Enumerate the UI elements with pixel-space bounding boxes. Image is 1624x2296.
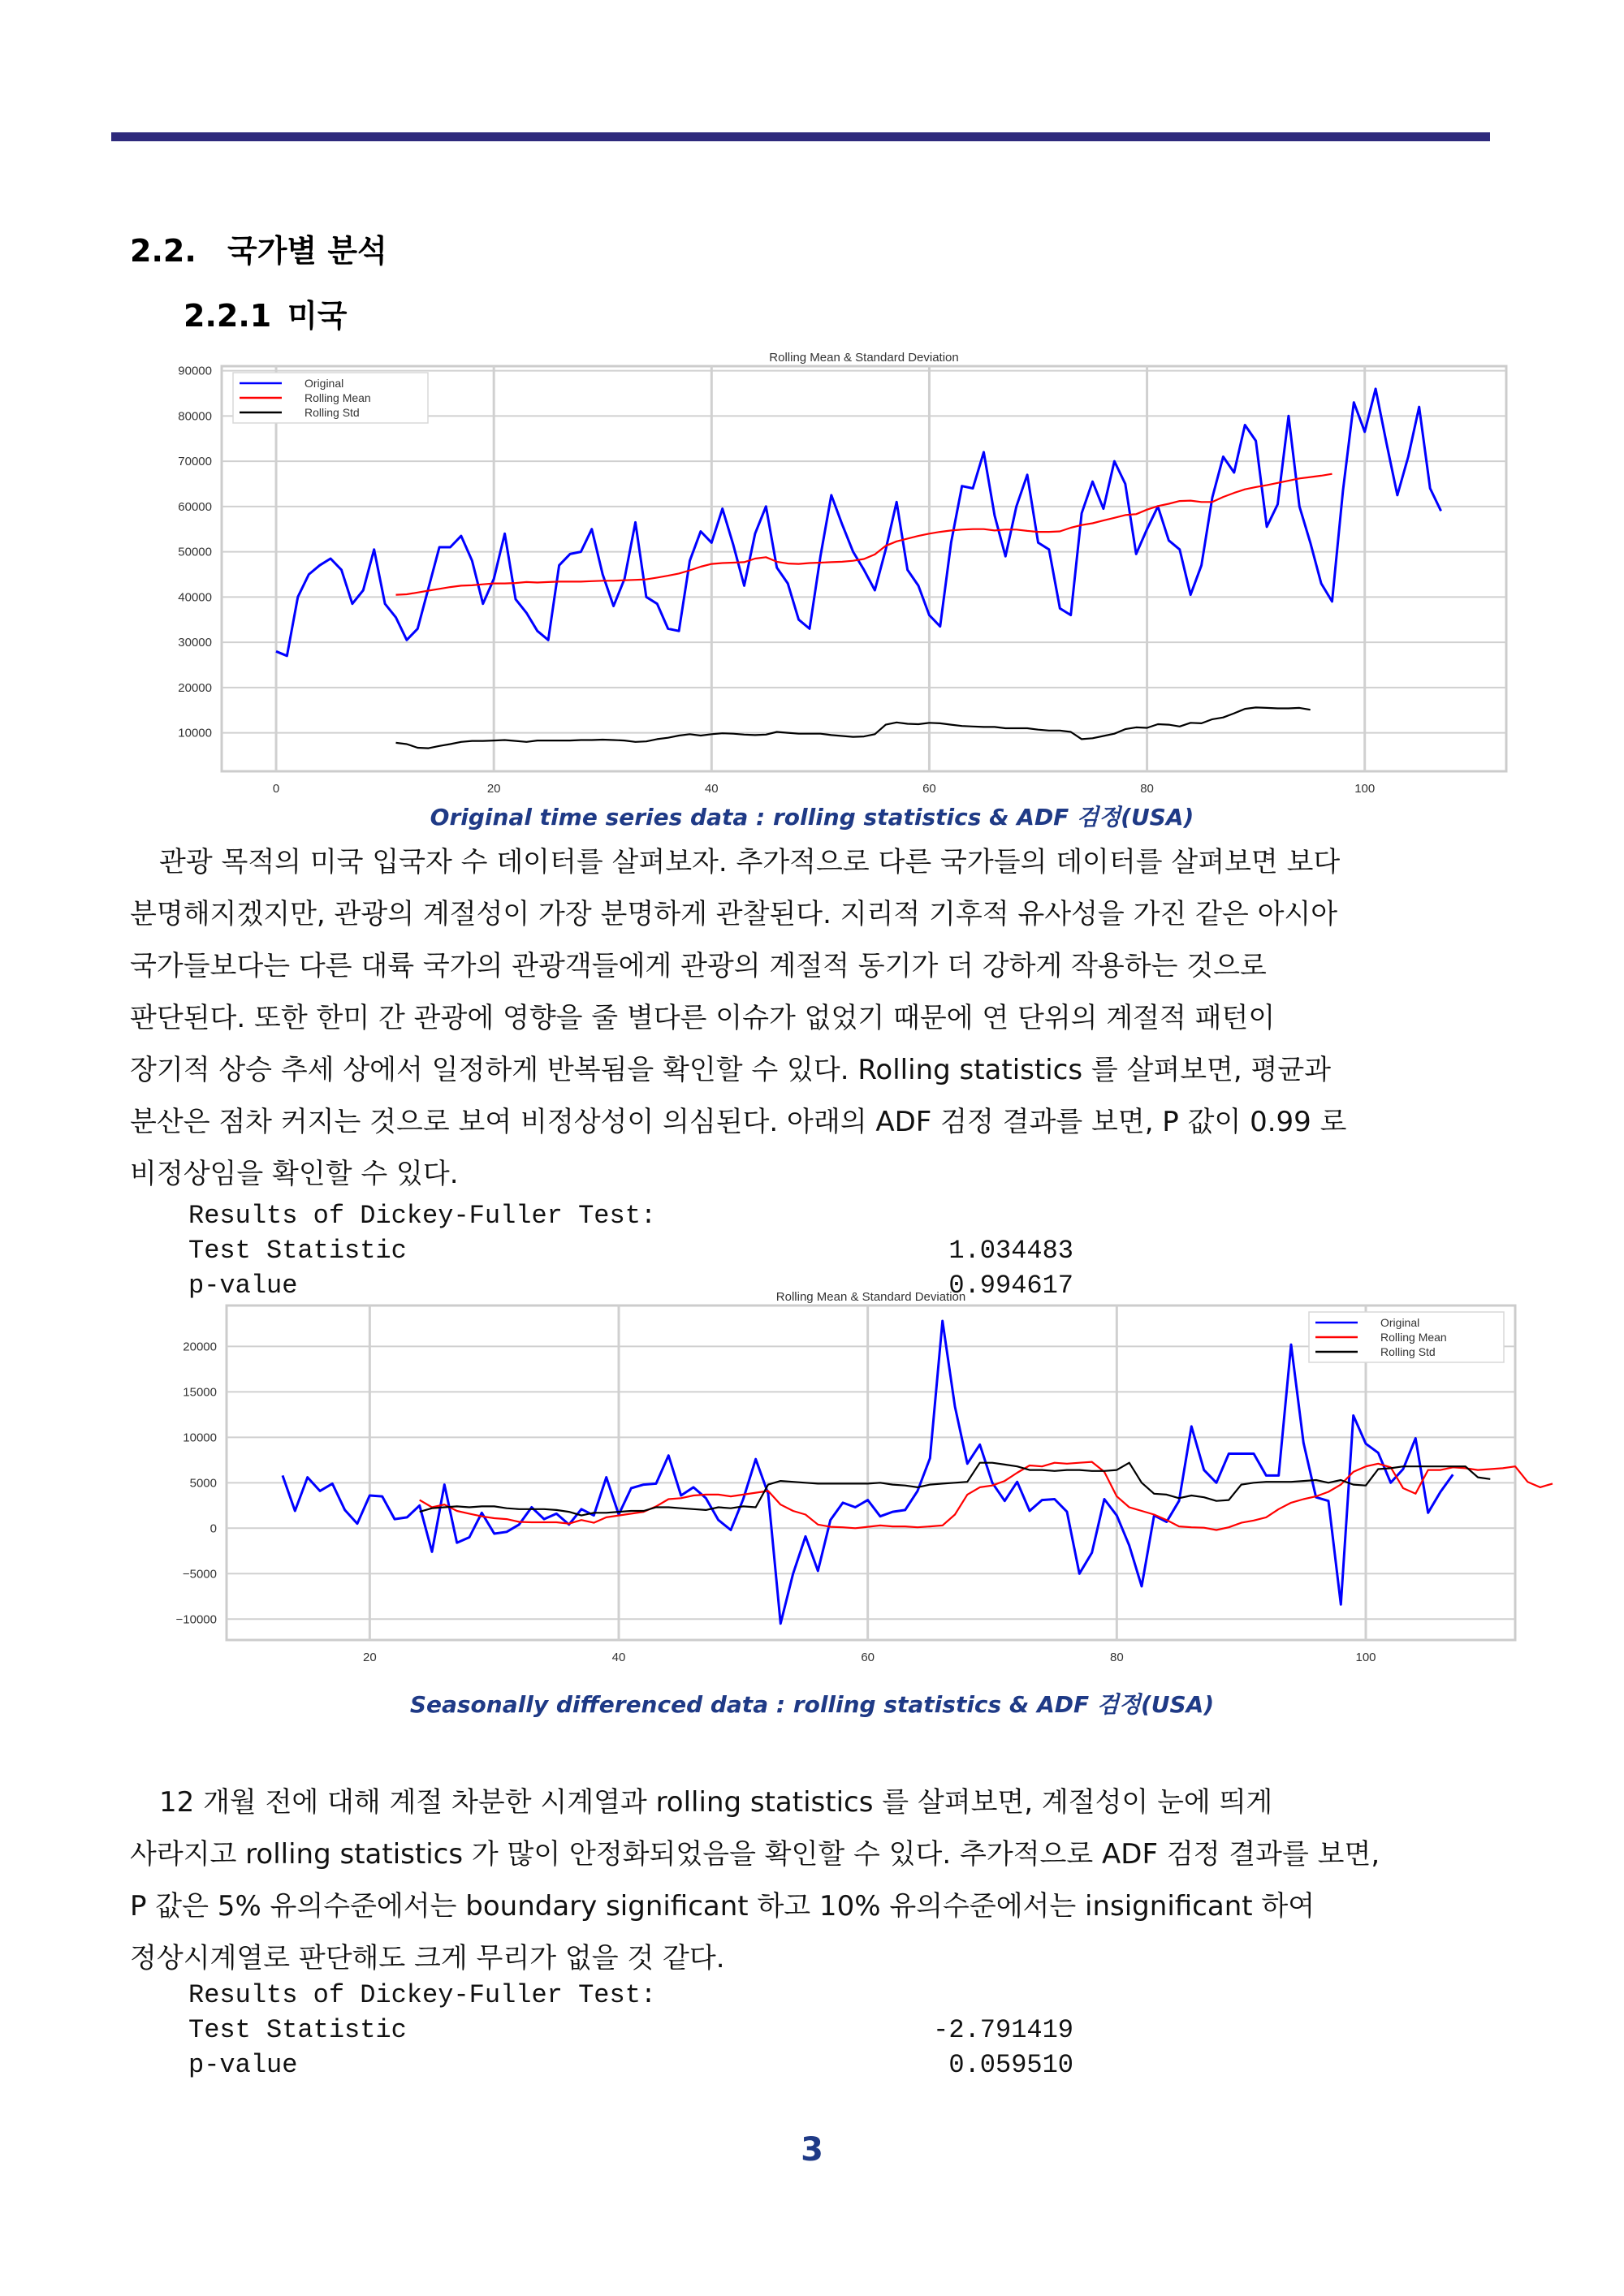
paragraph2-line: 사라지고 rolling statistics 가 많이 안정화되었음을 확인할 수 있다. 추가적으로 ADF 검정 결과를 보면,: [130, 1838, 1380, 1871]
x-tick-label: 0: [272, 782, 280, 796]
y-tick-label: 30000: [178, 636, 212, 650]
y-tick-label: 80000: [178, 409, 212, 424]
y-tick-label: 90000: [178, 364, 212, 378]
y-tick-label: 60000: [178, 499, 212, 514]
legend-label: Rolling Std: [304, 406, 360, 419]
paragraph1-line: 판단된다. 또한 한미 간 관광에 영향을 줄 별다른 이슈가 없었기 때문에 연 단위의 계절적 패턴이: [130, 1002, 1276, 1034]
figure2-caption: Seasonally differenced data : rolling statistics & ADF 검정(USA): [409, 1691, 1215, 1718]
y-tick-label: 10000: [178, 726, 212, 740]
adf-row-test-statistic: [188, 2013, 1073, 2048]
section-heading: [130, 226, 387, 270]
paragraph2-line: 12 개월 전에 대해 계절 차분한 시계열과 rolling statistics 를 살펴보면, 계절성이 눈에 띄게: [159, 1786, 1273, 1819]
x-tick-label: 40: [704, 782, 719, 796]
adf-label: Test Statistic: [188, 1236, 407, 1266]
legend-label: Rolling Std: [1380, 1345, 1436, 1358]
y-tick-label: −10000: [175, 1612, 217, 1627]
adf-label: p-value: [188, 2050, 298, 2080]
adf-row-test-statistic: [188, 1233, 1073, 1268]
paragraph1: [130, 836, 1527, 1200]
paragraph2-line: 정상시계열로 판단해도 크게 무리가 없을 것 같다.: [130, 1942, 725, 1974]
y-tick-label: −5000: [182, 1567, 217, 1582]
original-series-chart: [122, 345, 1518, 796]
x-tick-label: 60: [922, 782, 936, 796]
y-tick-label: 0: [209, 1521, 217, 1536]
paragraph2: [130, 1776, 1527, 1984]
y-tick-label: 50000: [178, 545, 212, 559]
adf-label: p-value: [188, 1271, 298, 1301]
chart-title: Rolling Mean & Standard Deviation: [775, 1290, 966, 1304]
chart-title: Rolling Mean & Standard Deviation: [769, 351, 959, 365]
y-tick-label: 10000: [183, 1431, 217, 1445]
y-tick-label: 20000: [183, 1340, 217, 1354]
paragraph1-line: 분명해지겠지만, 관광의 계절성이 가장 분명하게 관찰된다. 지리적 기후적 유사성을 가진 같은 아시아: [130, 898, 1338, 930]
y-tick-label: 20000: [178, 680, 212, 695]
x-tick-label: 20: [486, 782, 501, 796]
x-tick-label: 40: [611, 1651, 626, 1664]
paragraph2-line: P 값은 5% 유의수준에서는 boundary significant 하고 10% 유의수준에서는 insignificant 하여: [130, 1890, 1315, 1923]
subsection-heading: [184, 291, 347, 335]
x-tick-label: 100: [1354, 782, 1376, 796]
subsection-number: 2.2.1: [184, 298, 272, 334]
header-rule: [111, 132, 1490, 141]
paragraph1-line: 장기적 상승 추세 상에서 일정하게 반복됨을 확인할 수 있다. Rolling statistics 를 살펴보면, 평균과: [130, 1054, 1332, 1086]
page-number: 3: [801, 2131, 823, 2169]
y-tick-label: 70000: [178, 455, 212, 469]
y-tick-label: 15000: [183, 1385, 217, 1400]
paragraph1-line: 관광 목적의 미국 입국자 수 데이터를 살펴보자. 추가적으로 다른 국가들의 데이터를 살펴보면 보다: [159, 846, 1341, 878]
paragraph1-line: 분산은 점차 커지는 것으로 보여 비정상성이 의심된다. 아래의 ADF 검정 결과를 보면, P 값이 0.99 로: [130, 1106, 1347, 1138]
chart-legend: [1309, 1312, 1504, 1362]
chart-legend: [233, 373, 428, 423]
figure1-caption: Original time series data : rolling statistics & ADF 검정(USA): [430, 804, 1194, 831]
paragraph1-line: 국가들보다는 다른 대륙 국가의 관광객들에게 관광의 계절적 동기가 더 강하게 작용하는 것으로: [130, 950, 1267, 982]
adf-value: 0.059510: [948, 2050, 1073, 2080]
legend-label: Rolling Mean: [304, 391, 371, 404]
legend-label: Rolling Mean: [1380, 1331, 1447, 1344]
y-tick-label: 5000: [189, 1476, 217, 1491]
adf-label: Test Statistic: [188, 2015, 407, 2045]
x-tick-label: 100: [1355, 1651, 1376, 1664]
section-number: 2.2.: [130, 233, 197, 269]
legend-label: Original: [1380, 1316, 1420, 1329]
adf-value: 0.994617: [948, 1271, 1073, 1301]
paragraph1-line: 비정상임을 확인할 수 있다.: [130, 1158, 459, 1190]
adf-header: Results of Dickey-Fuller Test:: [188, 1201, 657, 1231]
subsection-title: 미국: [287, 298, 348, 334]
adf-header: Results of Dickey-Fuller Test:: [188, 1980, 657, 2010]
x-tick-label: 60: [861, 1651, 875, 1664]
adf-value: 1.034483: [948, 1236, 1073, 1266]
differenced-series-chart: [138, 1290, 1527, 1681]
x-tick-label: 80: [1140, 782, 1154, 796]
section-title: 국가별 분석: [227, 233, 387, 269]
x-tick-label: 20: [362, 1651, 377, 1664]
adf-value: -2.791419: [933, 2015, 1073, 2045]
x-tick-label: 80: [1109, 1651, 1124, 1664]
adf-result-differenced: [188, 1978, 1073, 2082]
legend-label: Original: [304, 377, 344, 390]
y-tick-label: 40000: [178, 590, 212, 605]
adf-row-p-value: [188, 2048, 1073, 2082]
